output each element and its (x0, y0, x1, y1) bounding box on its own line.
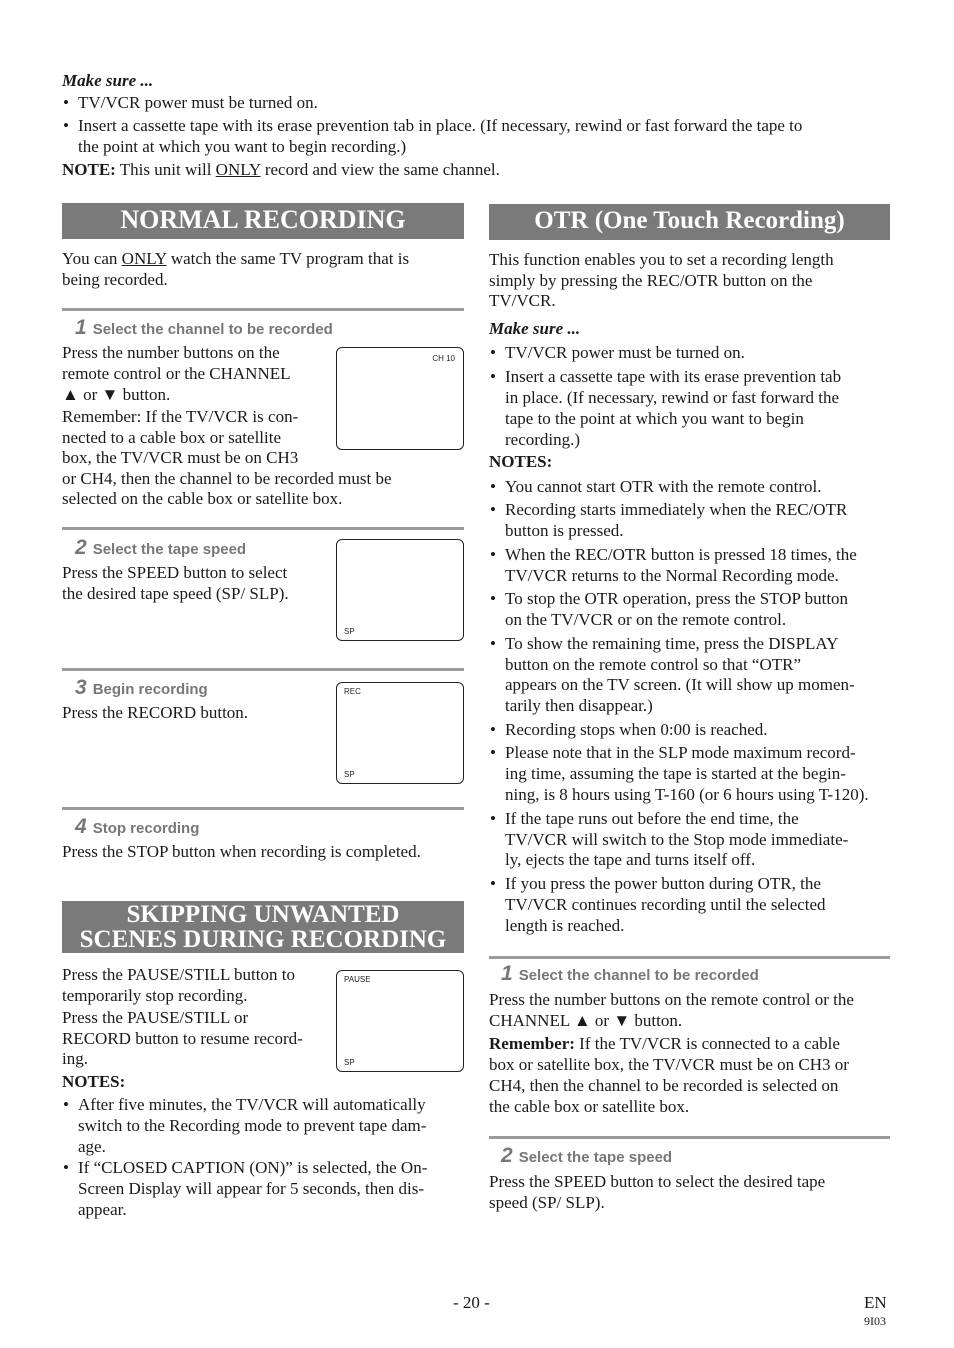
tv-screen-pause (336, 970, 464, 1072)
otr-n1: • You cannot start OTR with the remote control. (489, 476, 822, 497)
divider (62, 807, 464, 810)
divider (62, 308, 464, 311)
intro-note (62, 159, 500, 180)
otr-s1-l6: the cable box or satellite box. (489, 1097, 690, 1116)
step-number: 3 (75, 676, 87, 699)
step3-l1: Press the RECORD button. (62, 703, 249, 722)
otr-n7a: • Please note that in the SLP mode maximum record- (489, 742, 856, 763)
skipping-title-line-2: SCENES DURING RECORDING (79, 926, 447, 953)
divider (489, 956, 890, 959)
otr-p3: TV/VCR. (489, 291, 556, 310)
step-title: Select the tape speed (92, 541, 247, 558)
skip-note-1a: • After five minutes, the TV/VCR will automatically (62, 1094, 426, 1115)
skip-l2: temporarily stop recording. (62, 986, 248, 1005)
otr-n7b: ing time, assuming the tape is started at the begin- (505, 764, 846, 783)
make-sure-heading: Make sure ... (62, 71, 154, 90)
step-1-header (75, 316, 333, 340)
screen-speed-text: SP (344, 1058, 355, 1067)
remember-text: If the TV/VCR is connected to a cable (579, 1034, 840, 1053)
otr-s2-l2: speed (SP/ SLP). (489, 1193, 605, 1212)
doc-code: 9I03 (864, 1314, 886, 1328)
step-title: Select the channel to be recorded (518, 967, 759, 984)
otr-s1-l5: CH4, then the channel to be recorded is selected on (489, 1076, 839, 1095)
divider (489, 1136, 890, 1139)
otr-n8c: ly, ejects the tape and turns itself off. (505, 850, 756, 869)
screen-channel-text: CH 10 (432, 354, 455, 363)
otr-p2: simply by pressing the REC/OTR button on the (489, 271, 813, 290)
step1-l8: selected on the cable box or satellite box. (62, 489, 343, 508)
otr-title: OTR (One Touch Recording) (489, 204, 890, 240)
otr-n6: • Recording stops when 0:00 is reached. (489, 719, 768, 740)
otr-n2b: button is pressed. (505, 521, 624, 540)
otr-s2-l1: Press the SPEED button to select the desired tape (489, 1172, 826, 1191)
step-title: Select the tape speed (518, 1149, 673, 1166)
normal-intro-only: ONLY (121, 249, 167, 268)
normal-intro-rest: watch the same TV program that is (170, 249, 410, 268)
skip-note-2a: • If “CLOSED CAPTION (ON)” is selected, the On- (62, 1157, 427, 1178)
tv-screen-sp (336, 539, 464, 641)
step-title: Select the channel to be recorded (92, 321, 333, 338)
page-number: - 20 - (453, 1293, 490, 1312)
otr-n3a: • When the REC/OTR button is pressed 18 times, the (489, 544, 857, 565)
otr-n5d: tarily then disappear.) (505, 696, 653, 715)
step-2-header (75, 536, 246, 560)
skip-l4: RECORD button to resume record- (62, 1029, 303, 1048)
step-number: 4 (75, 815, 87, 838)
note-pre: This unit will (119, 160, 212, 179)
step-3-header (75, 676, 208, 700)
step-number: 1 (501, 962, 513, 985)
step1-l4: Remember: If the TV/VCR is con- (62, 407, 299, 426)
otr-s1-l1: Press the number buttons on the remote control or the (489, 990, 854, 1009)
otr-s1-l3 (489, 1033, 840, 1054)
step1-l2: remote control or the CHANNEL (62, 364, 291, 383)
otr-s1-l4: box or satellite box, the TV/VCR must be on CH3 or (489, 1055, 849, 1074)
skip-l1: Press the PAUSE/STILL button to (62, 965, 295, 984)
otr-n8a: • If the tape runs out before the end time, the (489, 808, 799, 829)
skip-l5: ing. (62, 1049, 88, 1068)
skip-note-2b: Screen Display will appear for 5 seconds, then dis- (78, 1179, 425, 1198)
otr-m1: • TV/VCR power must be turned on. (489, 342, 745, 363)
remember-label: Remember: (489, 1034, 575, 1053)
otr-n5a: • To show the remaining time, press the DISPLAY (489, 633, 838, 654)
otr-step-2-header (501, 1144, 672, 1168)
step-number: 2 (75, 536, 87, 559)
skip-notes-label: NOTES: (62, 1072, 126, 1091)
step-title: Stop recording (92, 820, 200, 837)
skip-note-2c: appear. (78, 1200, 127, 1219)
skip-note-1c: age. (78, 1137, 106, 1156)
normal-intro-pre: You can (62, 249, 118, 268)
step1-l6: box, the TV/VCR must be on CH3 (62, 448, 299, 467)
note-only: ONLY (215, 160, 261, 179)
step1-l7: or CH4, then the channel to be recorded must be (62, 469, 392, 488)
otr-notes-label: NOTES: (489, 452, 553, 471)
step1-l3: ▲ or ▼ button. (62, 385, 171, 404)
step-number: 1 (75, 316, 87, 339)
normal-recording-title: NORMAL RECORDING (62, 203, 464, 239)
otr-m2b: in place. (If necessary, rewind or fast forward the (505, 388, 840, 407)
intro-bullet-1: • TV/VCR power must be turned on. (62, 92, 318, 113)
language-code: EN (864, 1293, 887, 1312)
intro-bullet-2a: • Insert a cassette tape with its erase prevention tab in place. (If necessary, rewind or fast forward the tape to (62, 115, 802, 136)
otr-n5c: appears on the TV screen. (It will show up momen- (505, 675, 855, 694)
otr-n8b: TV/VCR will switch to the Stop mode immediate- (505, 830, 849, 849)
screen-speed-text: SP (344, 627, 355, 636)
normal-intro-line-1 (62, 248, 409, 269)
screen-pause-text: PAUSE (344, 975, 371, 984)
note-label: NOTE: (62, 160, 116, 179)
tv-screen-ch10 (336, 347, 464, 450)
step2-l2: the desired tape speed (SP/ SLP). (62, 584, 289, 603)
otr-make-sure: Make sure ... (489, 319, 581, 338)
divider (62, 668, 464, 671)
otr-m2a: • Insert a cassette tape with its erase prevention tab (489, 366, 841, 387)
otr-n3b: TV/VCR returns to the Normal Recording mode. (505, 566, 839, 585)
otr-step-1-header (501, 962, 759, 986)
otr-n9a: • If you press the power button during OTR, the (489, 873, 821, 894)
step1-l1: Press the number buttons on the (62, 343, 280, 362)
otr-n2a: • Recording starts immediately when the REC/OTR (489, 499, 847, 520)
otr-n9b: TV/VCR continues recording until the selected (505, 895, 826, 914)
step-4-header (75, 815, 199, 839)
skip-note-1b: switch to the Recording mode to prevent tape dam- (78, 1116, 427, 1135)
skip-l3: Press the PAUSE/STILL or (62, 1008, 249, 1027)
otr-m2d: recording.) (505, 430, 581, 449)
otr-n5b: button on the remote control so that “OTR” (505, 655, 802, 674)
step-number: 2 (501, 1144, 513, 1167)
screen-speed-text: SP (344, 770, 355, 779)
intro-bullet-2b: the point at which you want to begin recording.) (78, 137, 407, 156)
skipping-title-line-1: SKIPPING UNWANTED (126, 901, 400, 928)
screen-rec-text: REC (344, 687, 361, 696)
tv-screen-rec (336, 682, 464, 784)
step-title: Begin recording (92, 681, 208, 698)
step2-l1: Press the SPEED button to select (62, 563, 288, 582)
otr-m2c: tape to the point at which you want to begin (505, 409, 804, 428)
note-post: record and view the same channel. (264, 160, 500, 179)
otr-n9c: length is reached. (505, 916, 625, 935)
step1-l5: nected to a cable box or satellite (62, 428, 282, 447)
step4-l1: Press the STOP button when recording is completed. (62, 842, 421, 861)
skipping-title (62, 901, 464, 953)
otr-p1: This function enables you to set a recording length (489, 250, 834, 269)
divider (62, 527, 464, 530)
otr-n4b: on the TV/VCR or on the remote control. (505, 610, 787, 629)
normal-intro-line-2: being recorded. (62, 270, 168, 289)
otr-n7c: ning, is 8 hours using T-160 (or 6 hours using T-120). (505, 785, 869, 804)
otr-n4a: • To stop the OTR operation, press the STOP button (489, 588, 848, 609)
otr-s1-l2: CHANNEL ▲ or ▼ button. (489, 1011, 683, 1030)
